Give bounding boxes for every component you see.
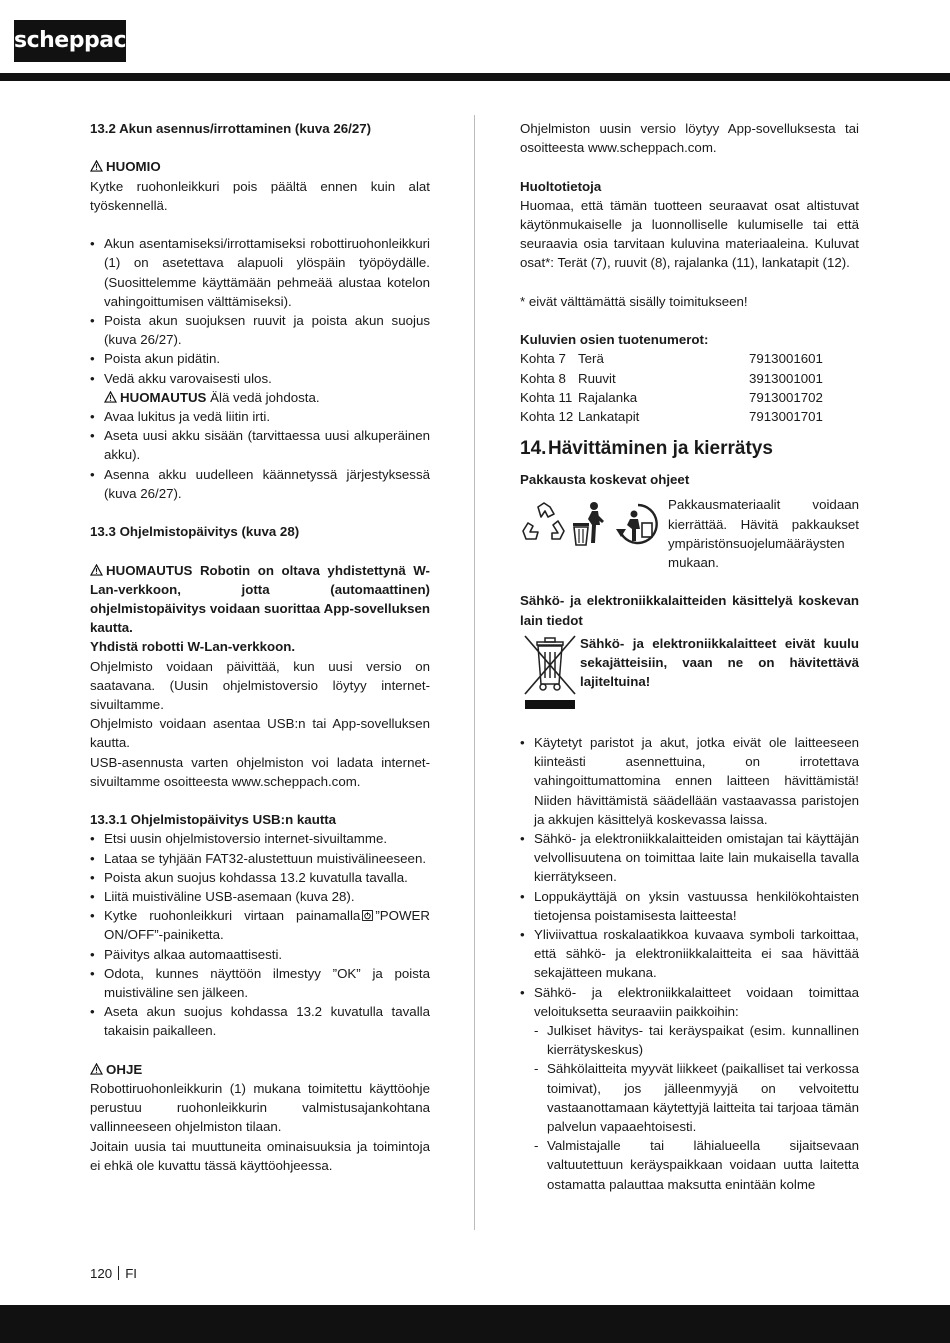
maintenance-title: Huoltotietoja [520,178,602,194]
section-13-2-title: 13.2 Akun asennus/irrottaminen (kuva 26/27) [90,121,372,136]
sublist-item: - Sähkölaitteita myyvät liikkeet (paikalliset tai verkossa toimivat), jos jälleenmyyjä on velvoitettu vastaanottamaan käytettyjä laitteita tai tarjoaa tämän palvelun vapaaehtoisesti. [534,1059,859,1136]
language-code: FI [125,1266,138,1281]
left-column [90,119,430,1175]
page-number: 120 [90,1266,113,1281]
ohje-heading: OHJE [90,1060,430,1079]
battery-steps-list-2 [90,407,430,503]
list-item: • Käytetyt paristot ja akut, jotka eivät ole laitteeseen kiinteästi asennettuina, on irrotettava vahingoittumattomina ennen laitteen hävittämistä! Niiden hävittämistä säädellään vastaavassa paristojen ja akkujen käsittelyä koskevassa laissa. [520,733,859,829]
weee-block [520,634,859,714]
list-item: • Akun asentamiseksi/irrottamiseksi robottiruohonleikkuri (1) on asetettava alapuoli ylöspäin työpöydälle. (Suosittelemme käyttämään pehmeää alustaa kotelon vahingoittumisen välttämiseksi). [90,234,430,311]
scheppach-logo: scheppach [14,20,126,62]
list-item: • Yliviivattua roskalaatikkoa kuvaava symboli tarkoittaa, että sähkö- ja elektroniikkalaitteita ei saa hävittää sekajätteen mukana. [520,925,859,983]
weee-bold-notice: Sähkö- ja elektroniikkalaitteet eivät kuulu sekajätteisiin, vaan ne on hävitettävä lajiteltuina! [580,635,859,690]
warning-icon [104,391,117,403]
list-item: • Kytke ruohonleikkuri virtaan painamalla ”POWER ON/OFF”-painiketta. [90,906,430,944]
list-item: • Lataa se tyhjään FAT32-alustettuun muistivälineeseen. [90,849,430,868]
section-13-3-title: 13.3 Ohjelmistopäivitys (kuva 28) [90,524,300,540]
huomio-text: Kytke ruohonleikkuri pois päältä ennen kuin alat työskennellä. [90,178,430,213]
part-position: Kohta 12 [520,409,574,424]
table-row [520,388,859,407]
warning-icon [90,1063,103,1075]
part-name: Terä [578,351,604,367]
list-item: • Odota, kunnes näyttöön ilmestyy ”OK” ja poista muistiväline sen jälkeen. [90,964,430,1002]
ohje-paragraph-1: Robottiruohonleikkurin (1) mukana toimitettu käyttöohje perustuu ruohonleikkurin valmistusajankohtana vallinneeseen ohjelmiston tilaan. [90,1081,430,1135]
weee-sublist [534,1021,859,1194]
part-position: Kohta 11 [520,389,573,405]
list-item: • Poista akun suojuksen ruuvit ja poista akun suojus (kuva 26/27). [90,311,430,349]
list-item: • Asenna akku uudelleen käännetyssä järjestyksessä (kuva 26/27). [90,465,430,503]
update-paragraph-1: Ohjelmisto voidaan päivittää, kun uusi versio on saatavana. (Uusin ohjelmistoversio löytyy internet-sivuiltamme. [90,658,430,713]
list-item: • Etsi uusin ohjelmistoversio internet-sivuiltamme. [90,829,430,848]
weee-list [520,733,859,1194]
trash-disposal-icon [570,501,610,547]
part-number: 7913001701 [749,409,823,424]
footnote: * eivät välttämättä sisälly toimitukseen! [520,293,748,309]
right-column [520,119,859,1194]
part-number: 3913001001 [749,370,823,386]
ohje-paragraph-2: Joitain uusia tai muuttuneita ominaisuuksia ja toimintoja ei ehkä ole kuvattu tässä käyttöohjeessa. [90,1138,430,1173]
part-position: Kohta 7 [520,351,566,367]
software-intro: Ohjelmiston uusin versio löytyy App-sovelluksesta tai osoitteesta www.scheppach.com. [520,121,859,156]
huomio-heading: HUOMIO [90,157,430,176]
notice-line: HUOMAUTUS Älä vedä johdosta. [90,388,430,407]
parts-table [520,349,859,426]
weee-title: Sähkö- ja elektroniikkalaitteiden käsittelyä koskevan lain tiedot [520,593,859,628]
list-item: • Loppukäyttäjä on yksin vastuussa henkilökohtaisten tietojensa poistamisesta laitteesta! [520,887,859,925]
table-row [520,369,859,388]
part-number: 7913001601 [749,351,823,367]
recycling-person-icon [612,501,664,547]
packaging-text: Pakkausmateriaalit voidaan kierrättää. Hävitä pakkaukset ympäristönsuojelumääräysten mukaan. [668,497,859,571]
list-item: • Aseta akun suojus kohdassa 13.2 kuvatulla tavalla takaisin paikalleen. [90,1002,430,1040]
part-name: Lankatapit [578,409,640,424]
section-14-title: 14.Hävittäminen ja kierrätys [520,438,773,460]
recycle-icon [520,501,568,547]
list-item: • Vedä akku varovaisesti ulos. [90,369,430,388]
warning-icon [90,160,103,172]
list-item: • Sähkö- ja elektroniikkalaitteet voidaan toimittaa veloituksetta seuraaviin paikkoihin: - Julkiset hävitys- tai keräyspaikat (esim. kunnallinen kierrätyskeskus) - Sähkölaitteita myyvät liikkeet (paikalliset tai verkossa toimivat), jos jälleenmyyjä on velvoitettu vastaanottamaan käytettyjä laitteita tai tarjoaa tämän palvelun vapaaehtoisesti. - Valmistajalle tai lähialueella sijaitsevaan valtuutettuun keräyspaikkaan voidaan uutta laitetta ostamatta palauttaa maksutta enintään kolme [520,983,859,1194]
list-item: • Liitä muistiväline USB-asemaan (kuva 28). [90,887,430,906]
update-paragraph-2: Ohjelmisto voidaan asentaa USB:n tai App-sovelluksen kautta. [90,716,430,751]
sublist-item: - Julkiset hävitys- tai keräyspaikat (esim. kunnallinen kierrätyskeskus) [534,1021,859,1059]
wlan-connect: Yhdistä robotti W-Lan-verkkoon. [90,639,296,655]
crossed-out-bin-icon [520,634,580,714]
update-paragraph-3: USB-asennusta varten ohjelmiston voi ladata internet-sivuiltamme osoitteesta www.scheppach.com. [90,754,430,789]
warning-icon [90,564,103,576]
table-row [520,407,859,426]
column-divider [474,115,475,1230]
list-item: • Päivitys alkaa automaattisesti. [90,945,430,964]
footer-bar [0,1305,950,1343]
page-footer [90,1264,137,1283]
usb-steps-list [90,829,430,1040]
list-item: • Poista akun pidätin. [90,349,430,368]
list-item: • Sähkö- ja elektroniikkalaitteiden omistajan tai käyttäjän velvollisuutena on toimittaa laite lain mukaisella tavalla kierrätykseen. [520,829,859,887]
parts-title: Kuluvien osien tuotenumerot: [520,332,709,348]
list-item: • Poista akun suojus kohdassa 13.2 kuvatulla tavalla. [90,868,430,887]
table-row [520,349,859,368]
packaging-title: Pakkausta koskevat ohjeet [520,472,690,488]
part-number: 7913001702 [749,389,823,405]
packaging-block [520,495,859,572]
list-item: • Aseta uusi akku sisään (tarvittaessa uusi alkuperäinen akku). [90,426,430,464]
part-name: Rajalanka [578,389,638,405]
battery-steps-list [90,234,430,388]
wlan-warning: HUOMAUTUS Robotin on oltava yhdistettynä W-Lan-verkkoon, jotta (automaattinen) ohjelmistopäivitys voidaan suorittaa App-sovelluksen kautta. [90,562,430,636]
header-bar [0,73,950,81]
part-name: Ruuvit [578,370,616,386]
maintenance-text: Huomaa, että tämän tuotteen seuraavat osat altistuvat käytönmukaiselle ja luonnolliselle kulumiselle tai että seuraavia osia tarvitaan kuluvina materiaaleina. Kuluvat osat*: Terät (7), ruuvit (8), rajalanka (11), lankatapit (12). [520,197,859,271]
power-button-icon [362,910,373,921]
list-item: • Avaa lukitus ja vedä liitin irti. [90,407,430,426]
section-13-3-1-title: 13.3.1 Ohjelmistopäivitys USB:n kautta [90,812,337,828]
sublist-item: - Valmistajalle tai lähialueella sijaitsevaan valtuutettuun keräyspaikkaan voidaan uutta laitetta ostamatta palauttaa maksutta enintään kolme [534,1136,859,1194]
part-position: Kohta 8 [520,370,566,386]
